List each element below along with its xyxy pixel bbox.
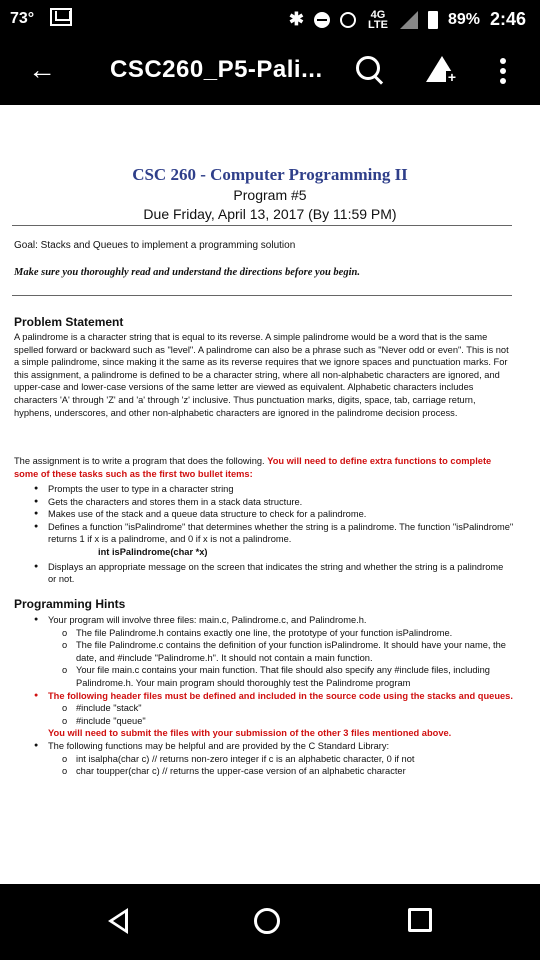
list-item: o #include "stack" <box>14 702 514 715</box>
program-number: Program #5 <box>233 187 307 203</box>
plus-icon: + <box>447 69 457 85</box>
recents-nav-icon[interactable] <box>408 908 432 932</box>
search-icon[interactable] <box>356 56 380 80</box>
list-item: ● Makes use of the stack and a queue data structure to check for a palindrome. <box>14 508 514 521</box>
clock: 2:46 <box>489 9 526 29</box>
document-page[interactable] <box>0 105 540 884</box>
instructions-note: Make sure you thoroughly read and understand the directions before you begin. <box>14 267 360 278</box>
list-item: o char toupper(char c) // returns the upper-case version of an alphabetic character <box>14 765 514 778</box>
assignment-note: You will need to define extra functions to complete some of these tasks such as the first two bullet items: <box>14 456 492 479</box>
list-item: ● Displays an appropriate message on the screen that indicates the string and whether the string is a palindrome or not. <box>14 561 514 586</box>
goal-text: Goal: Stacks and Queues to implement a programming solution <box>14 240 296 251</box>
alarm-icon <box>340 12 356 28</box>
do-not-disturb-icon <box>314 12 330 28</box>
list-item: You will need to submit the files with your submission of the other 3 files mentioned above. <box>48 728 452 739</box>
list-item: o Your file main.c contains your main function. That file should also specify any #include files, including Palindrome.h. Your main program should thoroughly test the Palindrome program <box>14 664 514 689</box>
requirements-list <box>14 483 514 586</box>
divider <box>12 225 512 226</box>
assignment-lead: The assignment is to write a program that does the following. <box>14 456 268 466</box>
assignment-paragraph <box>14 455 512 480</box>
list-item: ● Your program will involve three files: main.c, Palindrome.c, and Palindrome.h. <box>14 614 514 627</box>
more-options-icon[interactable] <box>500 58 506 88</box>
list-item: o int isalpha(char c) // returns non-zero integer if c is an alphabetic character, 0 if not <box>14 753 514 766</box>
signal-icon <box>400 11 418 29</box>
divider <box>12 295 512 296</box>
list-item: o #include "queue" <box>14 715 514 728</box>
status-bar <box>0 0 540 38</box>
course-title: CSC 260 - Computer Programming II <box>132 165 408 184</box>
app-bar <box>0 38 540 105</box>
list-item: ● Defines a function "isPalindrome" that determines whether the string is a palindrome. The function "isPalindrome" returns 1 if x is a palindrome, and 0 if x is not a palindrome. <box>14 521 514 546</box>
lte-icon: 4G LTE <box>367 8 388 31</box>
bluetooth-icon: ✱ <box>288 9 304 29</box>
navigation-bar <box>0 884 540 960</box>
back-nav-icon[interactable] <box>108 908 128 934</box>
list-item: o The file Palindrome.h contains exactly one line, the prototype of your function isPalindrome. <box>14 627 514 640</box>
gmail-icon <box>50 8 72 26</box>
weather-temp: 73° <box>10 10 35 27</box>
list-item: ● Prompts the user to type in a character string <box>14 483 514 496</box>
problem-paragraph: A palindrome is a character string that is equal to its reverse. A simple palindrome would be a word that is the same spelled forward or backward such as "level". A palindrome can also be a phrase such as "Never odd or even". This is not a simple palindrome, since making it the same as its reverse requires that we ignore spaces and punctuation marks. For this assignment, a palindrome is defined to be a character string, where all non-alphabetic characters are ignored, and upper-case and lower-case versions of the same letter are viewed as equivalent. Alphabetic characters includes characters 'A' through 'Z' and 'a' through 'z' inclusive. Thus punctuation marks, digits, space, tab, carriage return, hyphens, underscores, and other non-alphabetic characters are ignored in the palindrome decision process. <box>14 332 509 418</box>
back-arrow-icon[interactable]: ← <box>28 54 56 85</box>
home-nav-icon[interactable] <box>254 908 280 934</box>
function-signature: int isPalindrome(char *x) <box>98 546 208 557</box>
document-title: CSC260_P5-Pali... <box>110 56 323 83</box>
status-icons <box>289 9 526 30</box>
battery-icon <box>428 11 438 29</box>
battery-percent: 89% <box>447 10 480 28</box>
problem-heading: Problem Statement <box>14 315 124 329</box>
list-item: ● The following header files must be defined and included in the source code using the stacks and queues. <box>14 690 514 703</box>
list-item: ● Gets the characters and stores them in a stack data structure. <box>14 496 514 509</box>
list-item: ● The following functions may be helpful and are provided by the C Standard Library: <box>14 740 514 753</box>
hints-list <box>14 614 514 778</box>
hints-heading: Programming Hints <box>14 597 126 611</box>
due-date: Due Friday, April 13, 2017 (By 11:59 PM) <box>143 206 397 222</box>
list-item: o The file Palindrome.c contains the definition of your function isPalindrome. It should have your name, the date, and #include "Palindrome.h". It should not contain a main function. <box>14 639 514 664</box>
